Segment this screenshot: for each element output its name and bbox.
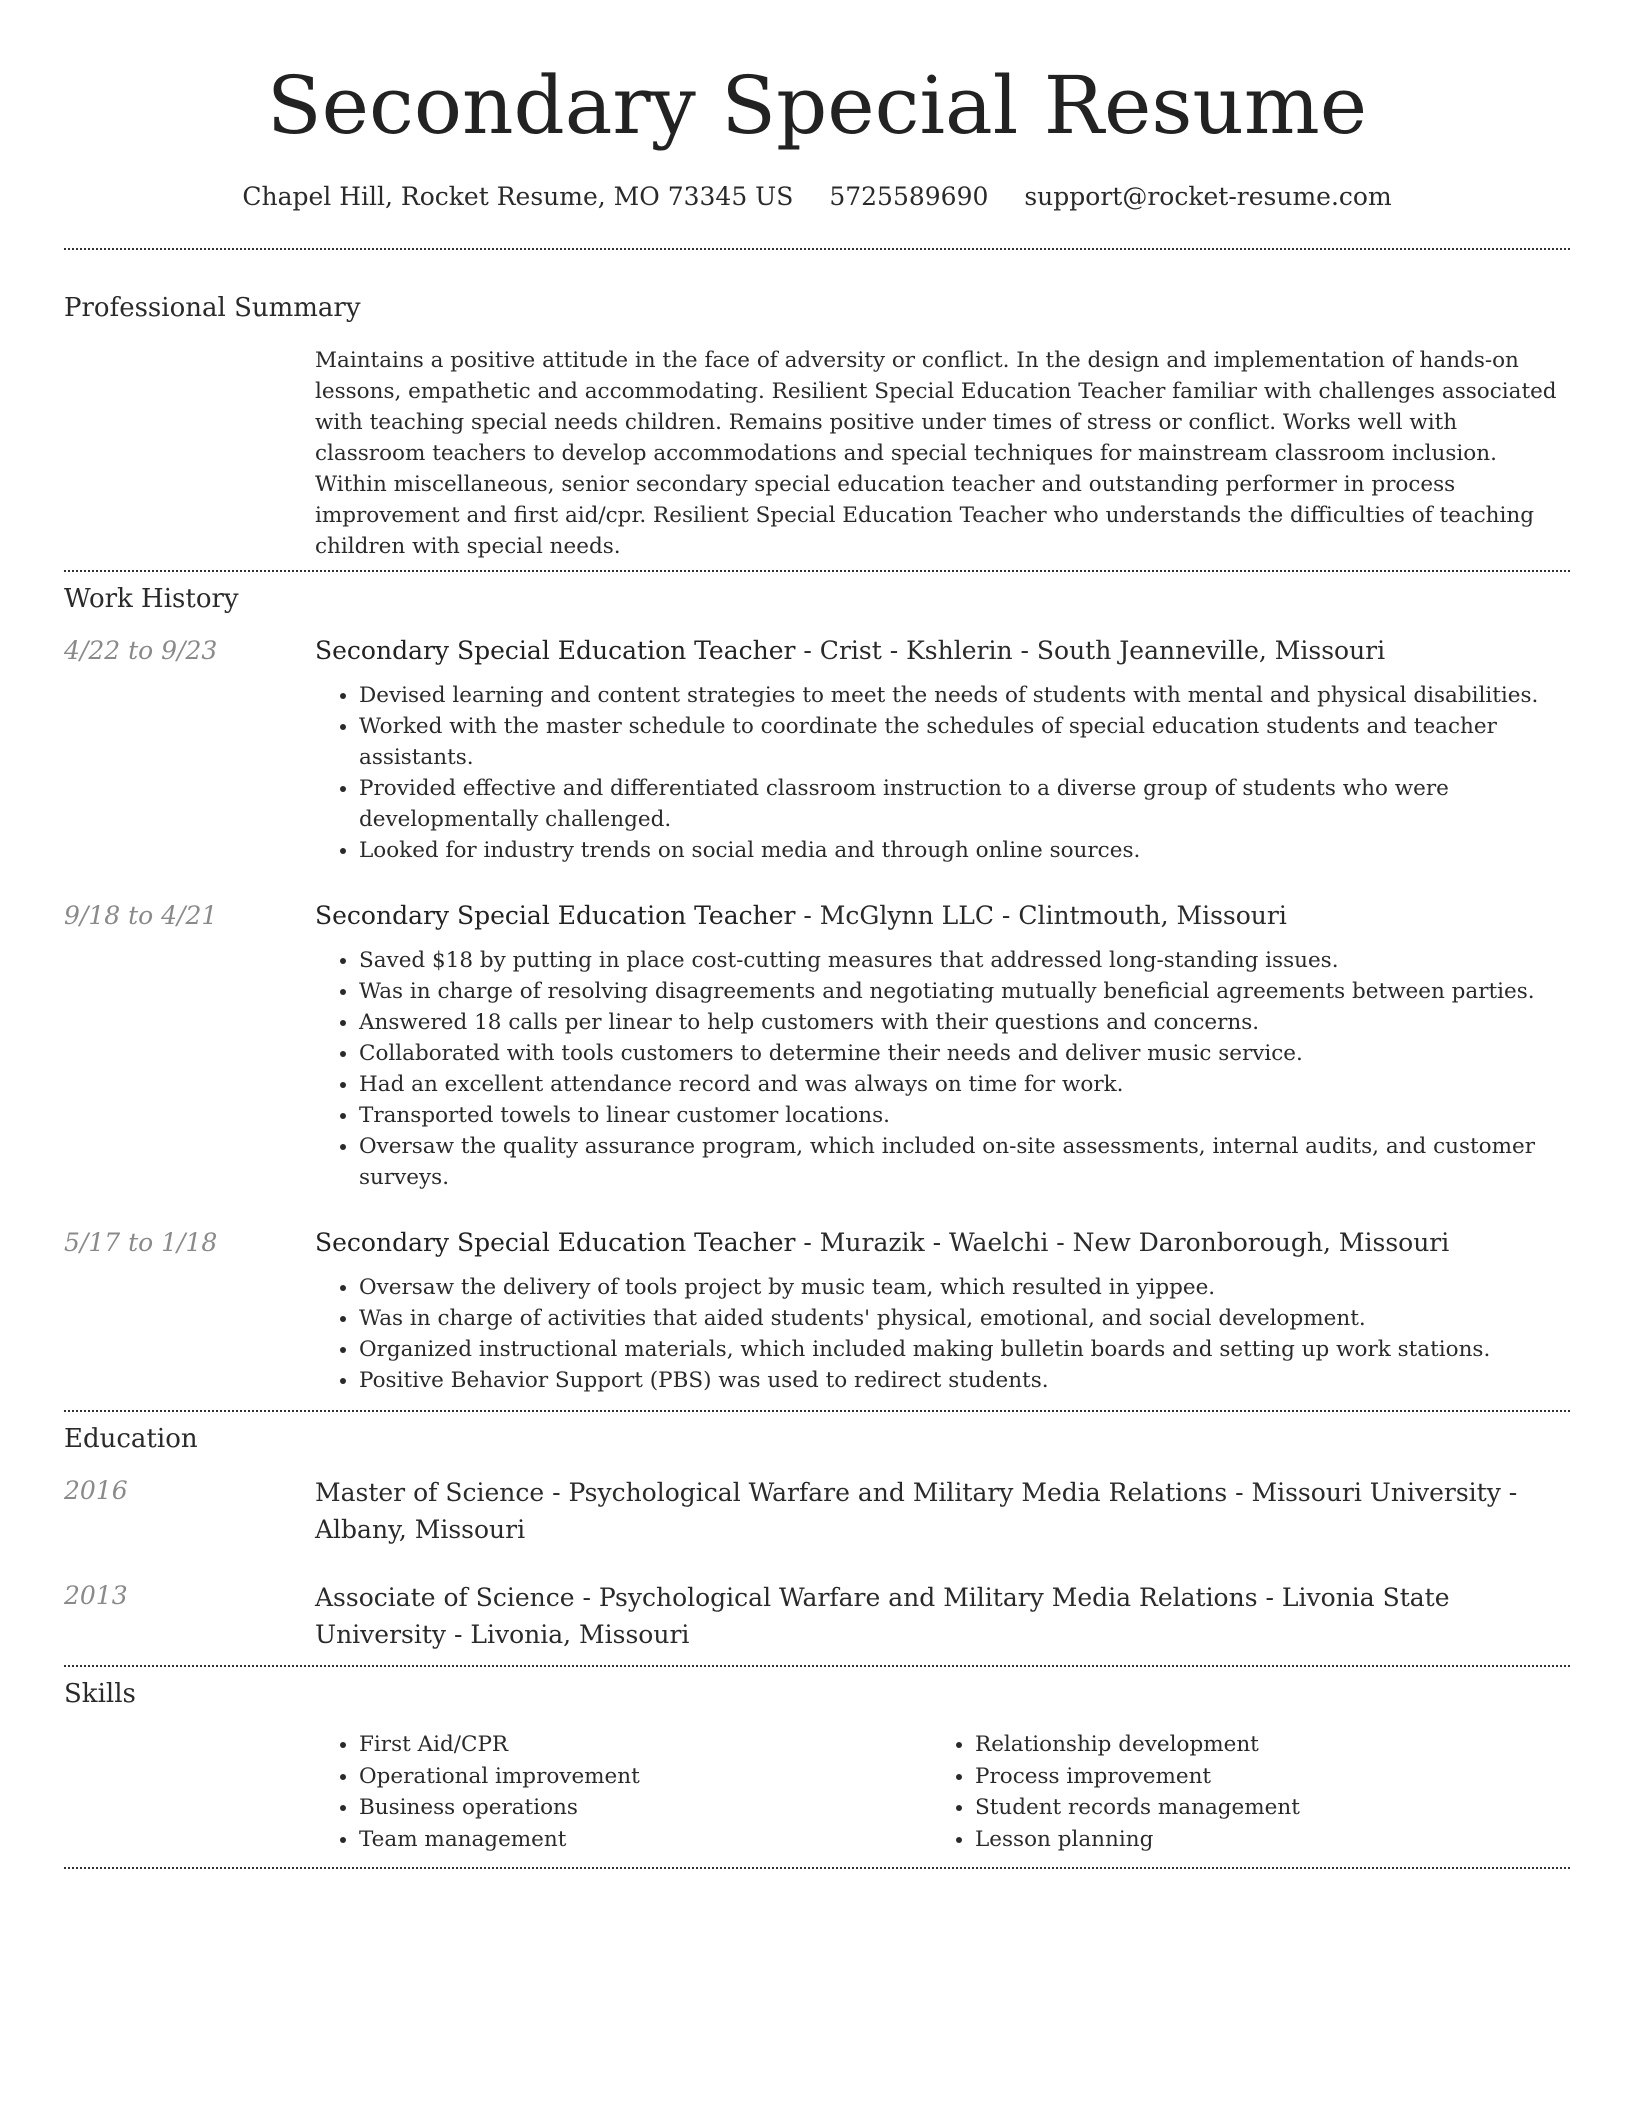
skills-row — [64, 1729, 1570, 1855]
contact-email: support@rocket-resume.com — [1024, 182, 1392, 211]
list-item: • Collaborated with tools customers to determine their needs and deliver music service. — [359, 1038, 1570, 1069]
summary-spacer — [64, 345, 315, 562]
divider — [64, 248, 1570, 250]
education-degree: Associate of Science - Psychological Warfare and Military Media Relations — [315, 1583, 1258, 1612]
job-bullets — [315, 680, 1570, 866]
resume-page — [64, 0, 1570, 1869]
skills-spacer — [64, 1729, 315, 1855]
job-entry — [64, 899, 1570, 1193]
divider — [64, 1665, 1570, 1667]
education-entry — [64, 1474, 1570, 1548]
job-role: Secondary Special Education Teacher — [315, 901, 796, 930]
list-item: • Devised learning and content strategies to meet the needs of students with mental and physical disabilities. — [359, 680, 1570, 711]
contact-phone: 5725589690 — [829, 182, 989, 211]
list-item: • Organized instructional materials, which included making bulletin boards and setting up work stations. — [359, 1334, 1570, 1365]
job-role: Secondary Special Education Teacher — [315, 1228, 796, 1257]
list-item: • Team management — [359, 1824, 931, 1856]
job-dates: 9/18 to 4/21 — [64, 901, 218, 930]
education-year: 2013 — [64, 1581, 128, 1610]
contact-address: Chapel Hill, Rocket Resume, MO 73345 US — [242, 182, 794, 211]
job-entry — [64, 1226, 1570, 1396]
list-item: • First Aid/CPR — [359, 1729, 931, 1761]
job-dates: 4/22 to 9/23 — [64, 636, 218, 665]
summary-section-title: Professional Summary — [64, 293, 361, 323]
job-role: Secondary Special Education Teacher — [315, 636, 796, 665]
education-entry — [64, 1579, 1570, 1653]
list-item: • Relationship development — [975, 1729, 1547, 1761]
divider — [64, 1410, 1570, 1412]
job-details: - Crist - Kshlerin - South Jeanneville, Missouri — [795, 636, 1386, 665]
job-bullets — [315, 1272, 1570, 1396]
list-item: • Had an excellent attendance record and was always on time for work. — [359, 1069, 1570, 1100]
list-item: • Was in charge of resolving disagreements and negotiating mutually beneficial agreements between parties. — [359, 976, 1570, 1007]
list-item: • Student records management — [975, 1792, 1547, 1824]
education-year: 2016 — [64, 1476, 128, 1505]
summary-text: Maintains a positive attitude in the face of adversity or conflict. In the design and implementation of hands-on lessons, empathetic and accommodating. Resilient Special Education Teacher familiar with challenges associated with teaching special needs children. Remains positive under times of stress or conflict. Works well with classroom teachers to develop accommodations and special techniques for mainstream classroom inclusion. Within miscellaneous, senior secondary special education teacher and outstanding performer in process improvement and first aid/cpr. Resilient Special Education Teacher who understands the difficulties of teaching children with special needs. — [315, 348, 1557, 559]
list-item: • Answered 18 calls per linear to help customers with their questions and concerns. — [359, 1007, 1570, 1038]
job-bullets — [315, 945, 1570, 1193]
job-dates: 5/17 to 1/18 — [64, 1228, 218, 1257]
list-item: • Positive Behavior Support (PBS) was used to redirect students. — [359, 1365, 1570, 1396]
list-item: • Business operations — [359, 1792, 931, 1824]
skills-section-title: Skills — [64, 1679, 136, 1709]
list-item: • Was in charge of activities that aided students' physical, emotional, and social development. — [359, 1303, 1570, 1334]
skills-list-right — [931, 1729, 1547, 1855]
list-item: • Operational improvement — [359, 1761, 931, 1793]
divider — [64, 1867, 1570, 1869]
skills-columns — [315, 1729, 1570, 1855]
work-section-title: Work History — [64, 584, 239, 614]
summary-row — [64, 345, 1570, 562]
contact-line — [64, 180, 1570, 214]
education-details: - Livonia State University - Livonia, Missouri — [315, 1583, 1450, 1649]
education-title — [315, 1579, 1570, 1653]
list-item: • Process improvement — [975, 1761, 1547, 1793]
list-item: • Worked with the master schedule to coordinate the schedules of special education students and teacher assistants. — [359, 711, 1570, 773]
resume-name: Secondary Special Resume — [266, 59, 1368, 152]
job-details: - McGlynn LLC - Clintmouth, Missouri — [795, 901, 1287, 930]
job-details: - Murazik - Waelchi - New Daronborough, Missouri — [795, 1228, 1450, 1257]
list-item: • Provided effective and differentiated classroom instruction to a diverse group of students who were developmentally challenged. — [359, 773, 1570, 835]
education-degree: Master of Science - Psychological Warfare and Military Media Relations — [315, 1478, 1228, 1507]
list-item: • Saved $18 by putting in place cost-cutting measures that addressed long-standing issues. — [359, 945, 1570, 976]
job-title — [315, 899, 1570, 933]
list-item: • Oversaw the delivery of tools project by music team, which resulted in yippee. — [359, 1272, 1570, 1303]
list-item: • Oversaw the quality assurance program, which included on-site assessments, internal audits, and customer surveys. — [359, 1131, 1570, 1193]
education-details: - Missouri University - Albany, Missouri — [315, 1478, 1518, 1544]
divider — [64, 570, 1570, 572]
list-item: • Transported towels to linear customer locations. — [359, 1100, 1570, 1131]
job-title — [315, 1226, 1570, 1260]
job-entry — [64, 634, 1570, 866]
list-item: • Lesson planning — [975, 1824, 1547, 1856]
job-title — [315, 634, 1570, 668]
skills-list-left — [315, 1729, 931, 1855]
education-title — [315, 1474, 1570, 1548]
list-item: • Looked for industry trends on social media and through online sources. — [359, 835, 1570, 866]
education-section-title: Education — [64, 1424, 198, 1454]
